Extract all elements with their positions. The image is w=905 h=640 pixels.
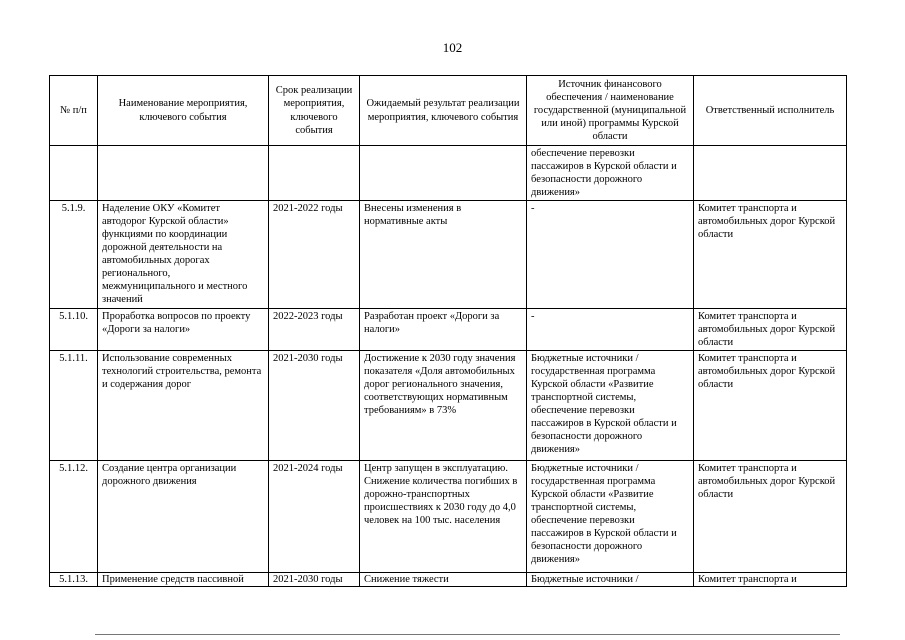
cell-source: обеспечение перевозки пассажиров в Курской области и безопасности дорожного движения»	[527, 146, 694, 201]
cell-result: Снижение тяжести	[360, 573, 527, 587]
table-row	[50, 573, 847, 587]
cell-executor: Комитет транспорта и автомобильных дорог Курской области	[694, 351, 847, 461]
table-header-row	[50, 76, 847, 146]
cell-term: 2022-2023 годы	[269, 309, 360, 351]
cell-num: 5.1.10.	[50, 309, 98, 351]
cell-source: Бюджетные источники / государственная программа Курской области «Развитие транспортной системы, обеспечение перевозки пассажиров в Курской области и безопасности дорожного движения»	[527, 351, 694, 461]
header-num: № п/п	[50, 76, 98, 146]
cell-empty	[98, 146, 269, 201]
cell-source: -	[527, 201, 694, 309]
cell-num: 5.1.9.	[50, 201, 98, 309]
header-executor: Ответственный исполнитель	[694, 76, 847, 146]
table-row-continuation	[50, 146, 847, 201]
cell-result: Внесены изменения в нормативные акты	[360, 201, 527, 309]
cell-num: 5.1.13.	[50, 573, 98, 587]
cell-term: 2021-2030 годы	[269, 351, 360, 461]
header-name: Наименование мероприятия, ключевого события	[98, 76, 269, 146]
cell-source: Бюджетные источники / государственная программа Курской области «Развитие транспортной системы, обеспечение перевозки пассажиров в Курской области и безопасности дорожного движения»	[527, 461, 694, 573]
header-source: Источник финансового обеспечения / наименование государственной (муниципальной или иной) программы Курской области	[527, 76, 694, 146]
cell-num: 5.1.11.	[50, 351, 98, 461]
header-term: Срок реализации мероприятия, ключевого события	[269, 76, 360, 146]
cell-result: Достижение к 2030 году значения показателя «Доля автомобильных дорог регионального значения, соответствующих нормативным требованиям» в 73%	[360, 351, 527, 461]
cell-result: Разработан проект «Дороги за налоги»	[360, 309, 527, 351]
cell-result: Центр запущен в эксплуатацию. Снижение количества погибших в дорожно-транспортных происшествиях к 2030 году до 4,0 человек на 100 тыс. населения	[360, 461, 527, 573]
cell-source: -	[527, 309, 694, 351]
cell-empty	[694, 146, 847, 201]
cell-name: Наделение ОКУ «Комитет автодорог Курской области» функциями по координации дорожной деятельности на автомобильных дорогах регионального, межмуниципального и местного значений	[98, 201, 269, 309]
cell-executor: Комитет транспорта и автомобильных дорог Курской области	[694, 461, 847, 573]
cell-empty	[360, 146, 527, 201]
table-row	[50, 201, 847, 309]
cell-executor: Комитет транспорта и	[694, 573, 847, 587]
table-row	[50, 309, 847, 351]
cell-name: Создание центра организации дорожного движения	[98, 461, 269, 573]
measures-table	[49, 75, 847, 587]
cell-executor: Комитет транспорта и автомобильных дорог Курской области	[694, 201, 847, 309]
cell-name: Применение средств пассивной	[98, 573, 269, 587]
cell-name: Использование современных технологий строительства, ремонта и содержания дорог	[98, 351, 269, 461]
cell-name: Проработка вопросов по проекту «Дороги за налоги»	[98, 309, 269, 351]
cell-term: 2021-2024 годы	[269, 461, 360, 573]
header-result: Ожидаемый результат реализации мероприятия, ключевого события	[360, 76, 527, 146]
cell-executor: Комитет транспорта и автомобильных дорог Курской области	[694, 309, 847, 351]
cell-empty	[50, 146, 98, 201]
table-row	[50, 461, 847, 573]
table-row	[50, 351, 847, 461]
page-bottom-rule	[95, 634, 840, 635]
cell-source: Бюджетные источники /	[527, 573, 694, 587]
cell-empty	[269, 146, 360, 201]
cell-num: 5.1.12.	[50, 461, 98, 573]
cell-term: 2021-2030 годы	[269, 573, 360, 587]
cell-term: 2021-2022 годы	[269, 201, 360, 309]
page-number: 102	[442, 40, 463, 55]
